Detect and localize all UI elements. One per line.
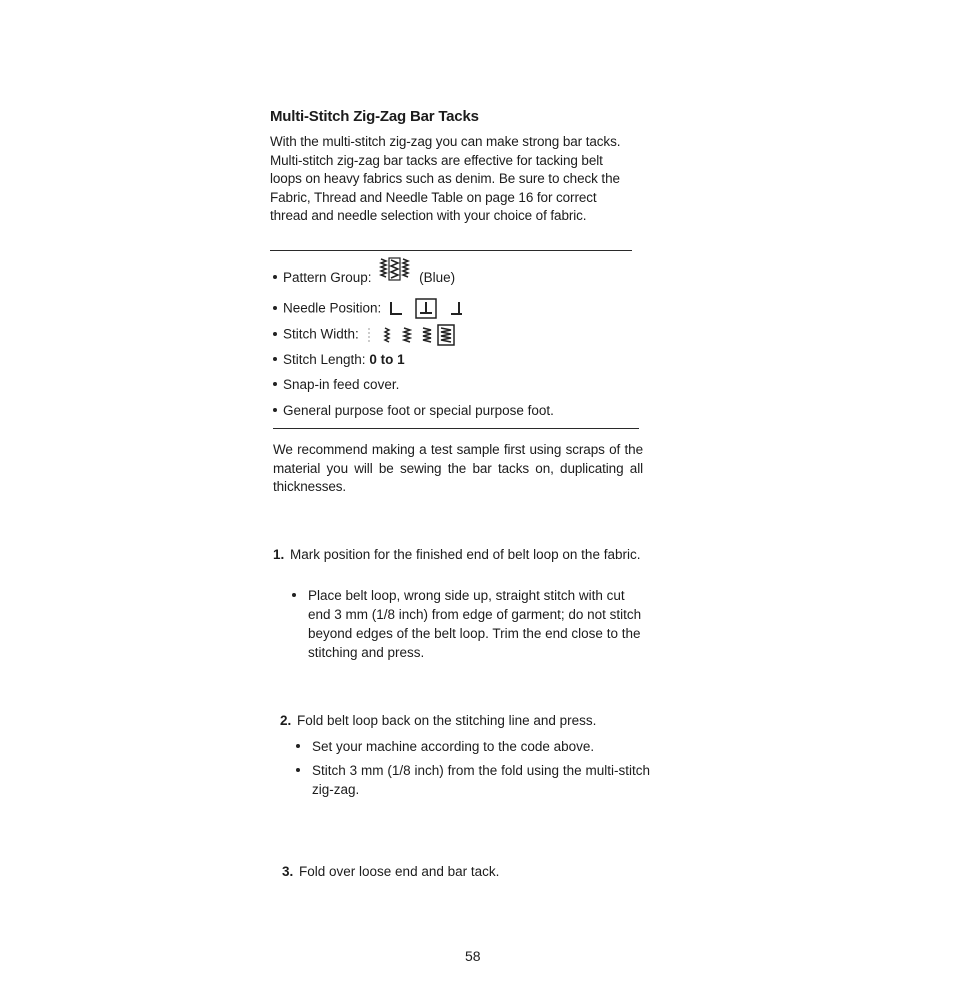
recommendation-paragraph: We recommend making a test sample first using scraps of the material you will be sewing the bar tacks on, duplicating all thicknesses. — [273, 442, 643, 494]
bottom-divider — [273, 428, 639, 429]
setting-needle-position — [273, 298, 464, 318]
setting-stitch-length — [273, 350, 405, 370]
bullet-icon — [296, 744, 300, 748]
step-text: Fold belt loop back on the stitching line and press. — [297, 713, 597, 728]
bullet-icon — [273, 382, 277, 386]
stitch-width-medium-icon — [422, 326, 432, 344]
stitch-length-value: 0 to 1 — [369, 352, 405, 367]
multi-stitch-zigzag-pattern-icon — [377, 257, 413, 285]
bullet-icon — [273, 306, 277, 310]
step-1-sub-1 — [292, 586, 644, 662]
page-number: 58 — [465, 948, 481, 964]
stitch-width-0-icon — [365, 326, 373, 344]
needle-left-icon — [388, 300, 404, 318]
stitch-length-label: Stitch Length: — [283, 352, 366, 367]
step-2 — [280, 711, 652, 730]
step-number: 2. — [280, 713, 292, 728]
setting-pattern-group — [273, 268, 455, 288]
stitch-width-medium-icon — [402, 326, 412, 344]
step-number: 3. — [282, 864, 294, 879]
step-2-sub-1 — [296, 737, 650, 756]
sub-text: Stitch 3 mm (1/8 inch) from the fold using the multi-stitch zig-zag. — [312, 763, 650, 797]
pattern-group-color: (Blue) — [419, 270, 456, 285]
bullet-icon — [273, 332, 277, 336]
step-2-sub-2 — [296, 761, 650, 799]
foot-text: General purpose foot or special purpose foot. — [283, 403, 554, 418]
sub-text: Set your machine according to the code above. — [312, 739, 595, 754]
setting-foot — [273, 401, 554, 421]
bullet-icon — [292, 593, 296, 597]
bullet-icon — [273, 408, 277, 412]
sub-text: Place belt loop, wrong side up, straight stitch with cut end 3 mm (1/8 inch) from edge of garment; do not stitch beyond edges of the belt loop. Trim the end close to the stitching and press. — [308, 588, 642, 660]
step-3 — [282, 862, 654, 881]
needle-center-selected-icon — [414, 298, 438, 320]
stitch-width-label: Stitch Width: — [283, 326, 359, 342]
feed-cover-text: Snap-in feed cover. — [283, 377, 400, 392]
step-text: Fold over loose end and bar tack. — [299, 864, 500, 879]
setting-feed-cover — [273, 375, 399, 395]
needle-position-label: Needle Position: — [283, 300, 382, 316]
bullet-icon — [296, 768, 300, 772]
needle-right-icon — [448, 300, 464, 318]
step-number: 1. — [273, 547, 285, 562]
stitch-width-narrow-icon — [382, 326, 392, 344]
step-1 — [273, 545, 645, 564]
setting-stitch-width — [273, 324, 455, 344]
section-heading: Multi-Stitch Zig-Zag Bar Tacks — [270, 108, 479, 125]
intro-paragraph: With the multi-stitch zig-zag you can make strong bar tacks. Multi-stitch zig-zag bar tacks are effective for tacking belt loops on heavy fabrics such as denim. Be sure to check the Fabric, Thread and Needle Table on page 16 for correct thread and needle selection with your choice of fabric. — [270, 134, 621, 223]
bullet-icon — [273, 357, 277, 361]
top-divider — [270, 250, 632, 251]
pattern-group-label: Pattern Group: — [283, 270, 372, 285]
bullet-icon — [273, 275, 277, 279]
step-text: Mark position for the finished end of belt loop on the fabric. — [290, 547, 641, 562]
stitch-width-selected-icon — [437, 324, 455, 346]
